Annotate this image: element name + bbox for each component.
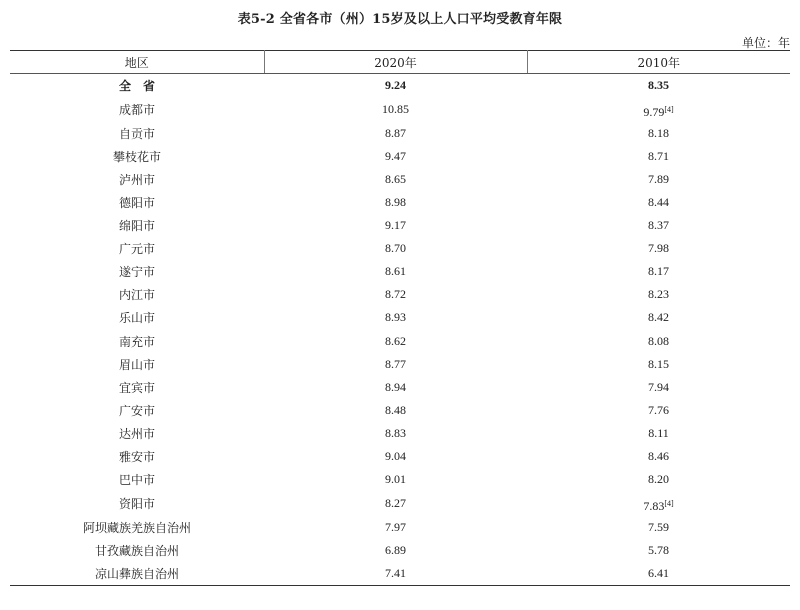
cell-2010-value: 7.89 bbox=[648, 172, 669, 187]
cell-2010-value: 5.78 bbox=[648, 542, 669, 557]
table-row bbox=[10, 74, 790, 98]
cell-2010-value: 7.76 bbox=[648, 402, 669, 417]
table-row bbox=[10, 283, 790, 306]
cell-2020: 8.48 bbox=[385, 402, 406, 417]
cell-2010-value: 8.44 bbox=[648, 195, 669, 210]
cell-2010 bbox=[527, 306, 790, 329]
table-row bbox=[10, 168, 790, 191]
table-row bbox=[10, 516, 790, 539]
header-2010: 2010年 bbox=[527, 51, 790, 74]
cell-2010-value: 7.83 bbox=[643, 498, 665, 513]
cell-2010 bbox=[527, 214, 790, 237]
cell-2010-value: 8.20 bbox=[648, 471, 669, 486]
cell-region: 自贡市 bbox=[118, 127, 155, 142]
cell-2010 bbox=[527, 122, 790, 145]
cell-region: 遂宁市 bbox=[118, 265, 155, 280]
cell-region: 巴中市 bbox=[118, 472, 155, 487]
cell-region: 凉山彝族自治州 bbox=[10, 562, 264, 586]
table-row bbox=[10, 376, 790, 399]
cell-2010-value: 6.41 bbox=[648, 566, 669, 580]
cell-2010 bbox=[527, 539, 790, 562]
cell-2010 bbox=[527, 562, 790, 586]
cell-2020: 8.94 bbox=[385, 379, 406, 394]
table-row bbox=[10, 260, 790, 283]
cell-2010-value: 8.35 bbox=[648, 78, 669, 93]
cell-2010 bbox=[527, 260, 790, 283]
table-row bbox=[10, 237, 790, 260]
cell-2010 bbox=[527, 516, 790, 539]
cell-2010 bbox=[527, 191, 790, 214]
cell-2020: 8.83 bbox=[385, 425, 406, 440]
cell-2010 bbox=[527, 376, 790, 399]
cell-2020: 8.65 bbox=[385, 172, 406, 187]
cell-2010-value: 8.42 bbox=[648, 310, 669, 325]
table-row bbox=[10, 422, 790, 445]
table-row bbox=[10, 539, 790, 562]
education-years-table bbox=[10, 50, 790, 586]
table-row bbox=[10, 468, 790, 491]
cell-2010 bbox=[527, 237, 790, 260]
footnote-marker: [4] bbox=[664, 105, 674, 115]
cell-2020: 8.61 bbox=[385, 264, 406, 279]
cell-2020: 7.97 bbox=[385, 519, 406, 534]
cell-2010-value: 7.98 bbox=[648, 241, 669, 256]
cell-2010 bbox=[527, 168, 790, 191]
cell-2020: 8.87 bbox=[385, 126, 406, 141]
cell-2010-value: 8.37 bbox=[648, 218, 669, 233]
cell-region: 达州市 bbox=[118, 426, 155, 441]
cell-region: 眉山市 bbox=[118, 357, 155, 372]
table-row bbox=[10, 191, 790, 214]
table-body bbox=[10, 74, 790, 586]
cell-2020: 8.70 bbox=[385, 241, 406, 256]
cell-2020: 9.47 bbox=[385, 149, 406, 164]
cell-2020: 9.17 bbox=[385, 218, 406, 233]
cell-region: 宜宾市 bbox=[118, 380, 155, 395]
cell-2010-value: 8.17 bbox=[648, 264, 669, 279]
cell-2020: 8.93 bbox=[385, 310, 406, 325]
cell-2020: 9.24 bbox=[385, 78, 406, 93]
cell-2010-value: 7.94 bbox=[648, 379, 669, 394]
cell-2010 bbox=[527, 468, 790, 491]
cell-2020: 8.72 bbox=[385, 287, 406, 302]
cell-2010 bbox=[527, 399, 790, 422]
cell-2010 bbox=[527, 445, 790, 468]
cell-region: 全 省 bbox=[118, 79, 155, 94]
header-region: 地区 bbox=[10, 51, 264, 74]
table-row bbox=[10, 353, 790, 376]
table-row bbox=[10, 562, 790, 586]
cell-2010-value: 8.15 bbox=[648, 356, 669, 371]
cell-2010-value: 8.18 bbox=[648, 126, 669, 141]
cell-2010 bbox=[527, 97, 790, 122]
cell-region: 乐山市 bbox=[118, 311, 155, 326]
cell-2010 bbox=[527, 491, 790, 516]
cell-2010-value: 9.79 bbox=[643, 105, 665, 120]
cell-2020: 7.41 bbox=[264, 562, 527, 586]
cell-2010-value: 8.46 bbox=[648, 448, 669, 463]
cell-2010-value: 8.11 bbox=[648, 425, 669, 440]
cell-region: 阿坝藏族羌族自治州 bbox=[82, 520, 191, 535]
cell-2020: 8.98 bbox=[385, 195, 406, 210]
cell-2020: 8.27 bbox=[385, 495, 406, 510]
table-row bbox=[10, 97, 790, 122]
cell-region: 资阳市 bbox=[118, 496, 155, 511]
table-header-row bbox=[10, 51, 790, 74]
table-row bbox=[10, 491, 790, 516]
cell-2010 bbox=[527, 330, 790, 353]
cell-2020: 6.89 bbox=[385, 542, 406, 557]
cell-2010-value: 8.08 bbox=[648, 333, 669, 348]
cell-2010-value: 8.23 bbox=[648, 287, 669, 302]
cell-region: 攀枝花市 bbox=[112, 150, 161, 165]
cell-region: 成都市 bbox=[118, 103, 155, 118]
table-row bbox=[10, 214, 790, 237]
cell-2020: 9.01 bbox=[385, 471, 406, 486]
table-row bbox=[10, 445, 790, 468]
cell-2010 bbox=[527, 353, 790, 376]
table-row bbox=[10, 145, 790, 168]
cell-region: 内江市 bbox=[118, 288, 155, 303]
cell-2010 bbox=[527, 283, 790, 306]
footnote-marker: [4] bbox=[664, 498, 674, 508]
cell-region: 泸州市 bbox=[118, 173, 155, 188]
unit-label: 单位：年 bbox=[741, 36, 790, 50]
cell-region: 甘孜藏族自治州 bbox=[94, 543, 179, 558]
cell-2020: 10.85 bbox=[382, 102, 409, 117]
cell-region: 绵阳市 bbox=[118, 219, 155, 234]
table-title: 表5-2 全省各市（州）15岁及以上人口平均受教育年限 bbox=[237, 12, 563, 27]
cell-region: 德阳市 bbox=[118, 196, 155, 211]
cell-2020: 8.77 bbox=[385, 356, 406, 371]
cell-2020: 9.04 bbox=[385, 448, 406, 463]
table-row bbox=[10, 306, 790, 329]
cell-region: 雅安市 bbox=[118, 449, 155, 464]
cell-2020: 8.62 bbox=[385, 333, 406, 348]
table-row bbox=[10, 399, 790, 422]
table-row bbox=[10, 122, 790, 145]
cell-2010 bbox=[527, 422, 790, 445]
cell-2010-value: 8.71 bbox=[648, 149, 669, 164]
header-2020: 2020年 bbox=[264, 51, 527, 74]
cell-region: 广安市 bbox=[118, 403, 155, 418]
table-row bbox=[10, 330, 790, 353]
cell-2010-value: 7.59 bbox=[648, 519, 669, 534]
cell-region: 南充市 bbox=[118, 334, 155, 349]
cell-2010 bbox=[527, 145, 790, 168]
cell-2010 bbox=[527, 74, 790, 98]
cell-region: 广元市 bbox=[118, 242, 155, 257]
